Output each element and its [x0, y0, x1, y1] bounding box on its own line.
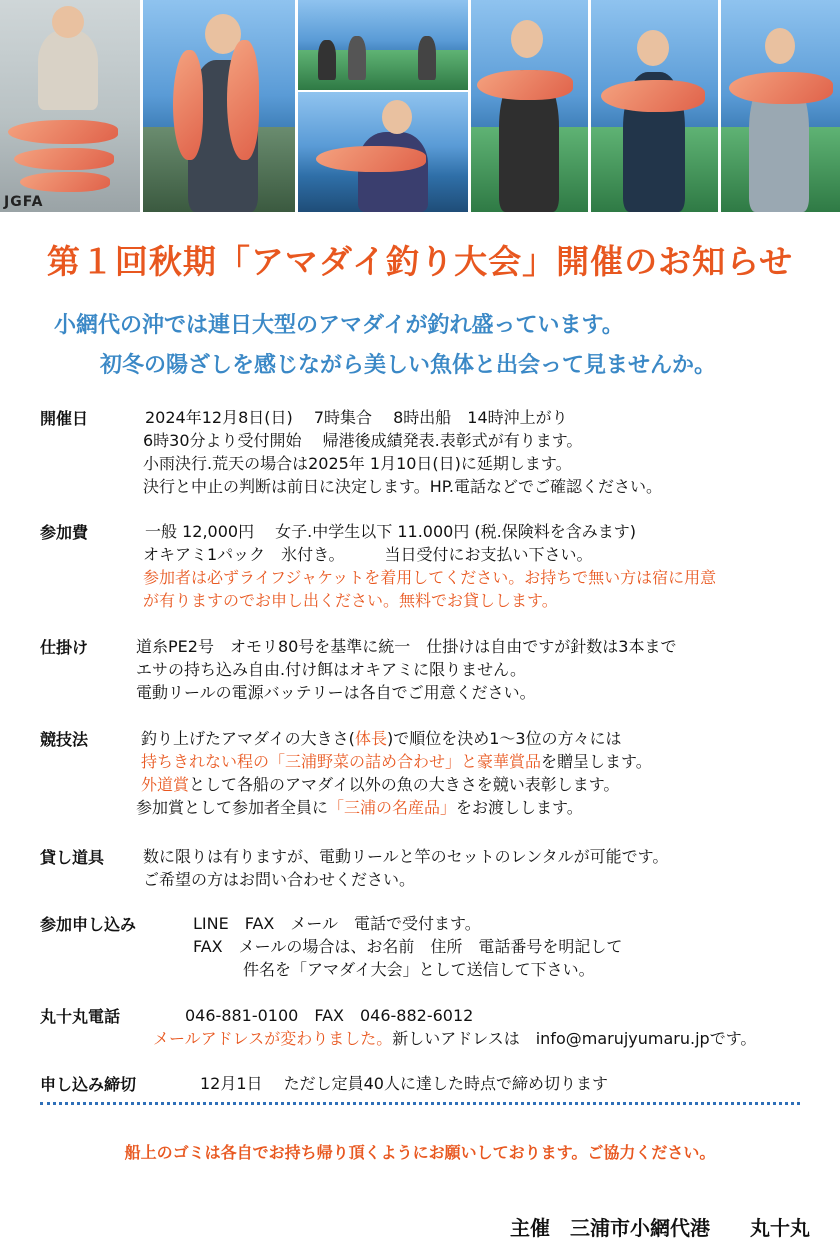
fee-label: 参加費 [40, 523, 89, 542]
tackle-line: 電動リールの電源バッテリーは各自でご用意ください。 [136, 683, 536, 702]
apply-line: LINE FAX メール 電話で受付ます。 [193, 914, 481, 933]
rules-highlight: 持ちきれない程の「三浦野菜の詰め合わせ」と豪華賞品 [141, 752, 542, 771]
date-line: 決行と中止の判断は前日に決定します。HP.電話などでご確認ください。 [143, 477, 662, 496]
rules-line-4 [136, 796, 583, 819]
phone-numbers: 046-881-0100 FAX 046-882-6012 [185, 1006, 474, 1025]
tackle-line: エサの持ち込み自由.付け餌はオキアミに限りません。 [136, 660, 527, 679]
photo-boy-fish [721, 0, 840, 212]
fee-line: 一般 12,000円 女子.中学生以下 11.000円 (税.保険料を含みます) [145, 522, 636, 541]
tackle-label: 仕掛け [40, 638, 89, 657]
rules-text: として各船のアマダイ以外の魚の大きさを競い表彰します。 [189, 775, 620, 794]
fee-line: オキアミ1パック 氷付き。 当日受付にお支払い下さい。 [143, 545, 593, 564]
page-title: 第１回秋期「アマダイ釣り大会」開催のお知らせ [46, 242, 794, 281]
organizer: 主催 三浦市小網代港 丸十丸 [510, 1216, 810, 1240]
new-email-address: 新しいアドレスは info@marujyumaru.jpです。 [392, 1029, 757, 1048]
fee-lifejacket-notice: 参加者は必ずライフジャケットを着用してください。お持ちで無い方は宿に用意 [143, 568, 717, 587]
subtitle-line-2: 初冬の陽ざしを感じながら美しい魚体と出会って見ませんか。 [100, 353, 717, 378]
email-notice [153, 1027, 756, 1050]
rules-text: を贈呈します。 [541, 752, 652, 771]
rental-label: 貸し道具 [40, 848, 105, 867]
phone-label: 丸十丸電話 [40, 1007, 121, 1026]
photo-collage [0, 0, 840, 212]
photo-man-smiling-fish [591, 0, 718, 212]
rules-text: 釣り上げたアマダイの大きさ( [141, 729, 355, 748]
rules-line-1 [141, 727, 622, 750]
rules-text: )で順位を決め1～3位の方々には [386, 729, 622, 748]
apply-line: 件名を「アマダイ大会」として送信して下さい。 [243, 960, 595, 979]
date-line: 6時30分より受付開始 帰港後成績発表.表彰式が有ります。 [143, 431, 583, 450]
trash-notice: 船上のゴミは各自でお持ち帰り頂くようにお願いしております。ご協力ください。 [124, 1143, 716, 1162]
date-label: 開催日 [40, 409, 89, 428]
date-line: 小雨決行.荒天の場合は2025年 1月10日(日)に延期します。 [143, 454, 572, 473]
dotted-divider [40, 1102, 800, 1105]
email-changed-text: メールアドレスが変わりました。 [153, 1029, 393, 1048]
rules-label: 競技法 [40, 730, 89, 749]
rules-highlight: 外道賞 [141, 775, 190, 794]
photo-woman-with-fish [0, 0, 140, 212]
rules-line-2 [141, 750, 652, 773]
deadline-text: 12月1日 ただし定員40人に達した時点で締め切ります [200, 1074, 608, 1093]
photo-man-two-fish [143, 0, 295, 212]
rules-line-3 [141, 773, 619, 796]
rules-highlight: 体長 [354, 729, 387, 748]
photo-young-man-fish [471, 0, 588, 212]
photo-boat-deck [298, 0, 468, 90]
photo-woman-holding-fish [298, 92, 468, 212]
deadline-label: 申し込み締切 [40, 1075, 137, 1094]
fee-lifejacket-notice: が有りますのでお申し出ください。無料でお貸しします。 [143, 591, 558, 610]
apply-line: FAX メールの場合は、お名前 住所 電話番号を明記して [193, 937, 623, 956]
apply-label: 参加申し込み [40, 915, 137, 934]
tackle-line: 道糸PE2号 オモリ80号を基準に統一 仕掛けは自由ですが針数は3本まで [136, 637, 677, 656]
rules-highlight: 「三浦の名産品」 [328, 798, 457, 817]
rental-line: ご希望の方はお問い合わせください。 [143, 870, 416, 889]
rules-text: をお渡しします。 [456, 798, 583, 817]
jgfa-watermark: JGFA [4, 194, 44, 210]
subtitle-line-1: 小網代の沖では連日大型のアマダイが釣れ盛っています。 [54, 313, 624, 338]
date-line: 2024年12月8日(日) 7時集合 8時出船 14時沖上がり [145, 408, 568, 427]
rental-line: 数に限りは有りますが、電動リールと竿のセットのレンタルが可能です。 [143, 847, 669, 866]
rules-text: 参加賞として参加者全員に [136, 798, 329, 817]
